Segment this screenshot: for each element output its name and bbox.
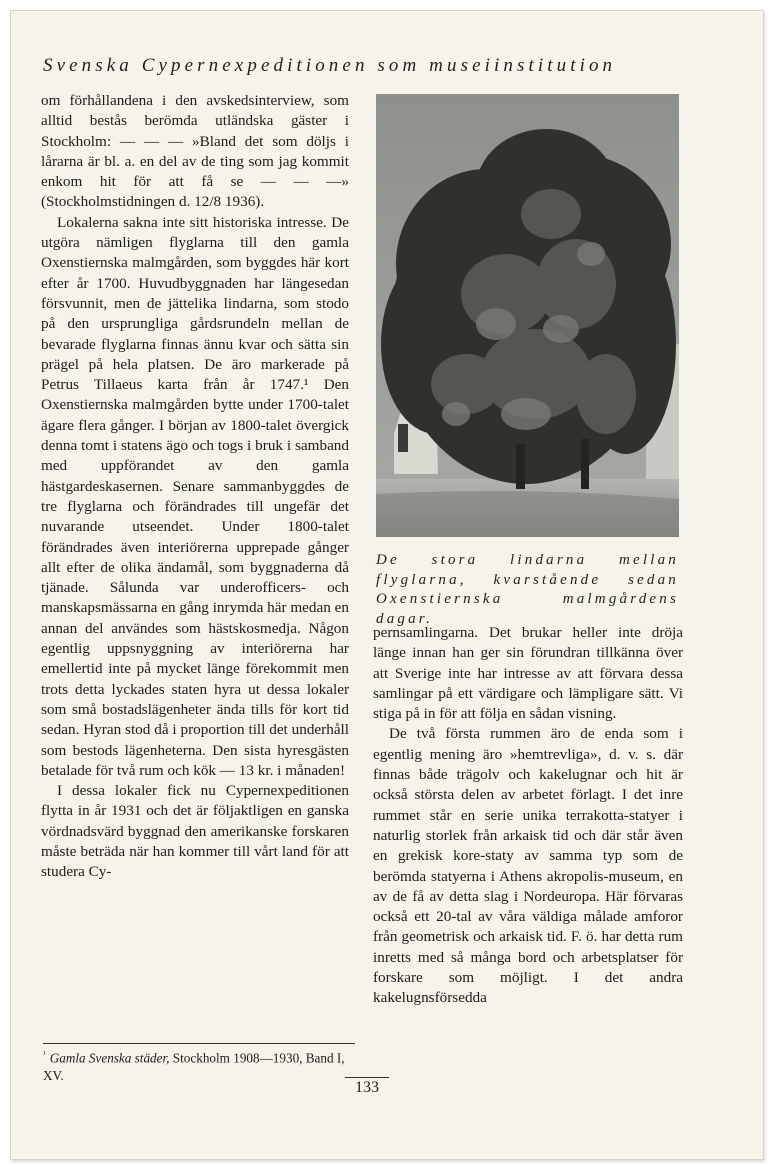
running-head: Svenska Cypernexpeditionen som museiinstitution xyxy=(43,55,617,76)
paragraph: De två första rummen äro de enda som i egentlig mening äro »hemtrevliga», d. v. s. där finnas både trägolv och kakelugnar och hit är också största delen av arbetet förlagt. I det inre rummet står en serie unika terrakotta-statyer i naturlig storlek från arkaisk tid och där står även en grekisk kore-staty av samma typ som de berömda statyerna i Athens akropolis-museum, en av de få av detta slag i Nordeuropa. Här förvaras också ett 20-tal av våra väldiga målade amforor från geometrisk och arkaisk tid. F. ö. har detta rum inretts med så många bord och arbetsplatser för forskare som möjligt. I det andra kakelugnsförsedda xyxy=(373,725,683,1007)
paragraph: om förhållandena i den avskedsinterview, som alltid bestås berömda utländska gäster i Stockholm: — — — »Bland det som döljs i lårarna är bl. a. en del av de ting som jag kommit enkom hit för att få se — — —» (Stockholmstidningen d. 12/8 1936). xyxy=(41,92,349,211)
footnote-text: Stockholm 1908—1930, Band I, XV. xyxy=(43,1050,345,1084)
paragraph: pernsamlingarna. Det brukar heller inte dröja länge innan han ger sin förundran tillkänna över att Sverige inte har intresse av att förvara dessa samlingar på ett värdigare och lämpligare sätt. Vi stiga på in för att följa en sådan visning. xyxy=(373,624,683,723)
figure-caption: De stora lindarna mellan flyglarna, kvarstående sedan Oxenstiernska malmgårdens dagar. xyxy=(376,552,679,627)
linden-trees-photo xyxy=(376,94,679,537)
left-column xyxy=(41,91,349,883)
paragraph: I dessa lokaler fick nu Cypernexpeditionen flytta in år 1931 och det är följaktligen en ganska vördnadsvärd byggnad den amerikanske forskaren måste beträda när han kommer till vårt land för att studera Cy- xyxy=(41,782,349,881)
page-number: 133 xyxy=(355,1079,379,1096)
footnote-mark: ¹ xyxy=(43,1049,46,1059)
page-number-rule xyxy=(345,1077,389,1078)
right-column xyxy=(373,623,683,1009)
paragraph: Lokalerna sakna inte sitt historiska intresse. De utgöra nämligen flyglarna till den gamla Oxenstiernska malmgården, som byggdes här kort efter år 1700. Huvudbyggnaden har längesedan försvunnit, men de jättelika lindarna, som stodo på den ursprungliga gårdsrundeln mellan de bevarade flyglarna finnas ännu kvar och sätta sin prägel på hela platsen. De äro markerade på Petrus Tillaeus karta från år 1747.¹ Den Oxenstiernska malmgården bytte under 1700-talet ägare flera gånger. I början av 1800-talet övergick denna tomt i statens ägo och togs i bruk i samband med uppförandet av den gamla hästgardeskasernen. Senare sammanbyggdes de tre flyglarna och förändrades till ungefär det nuvarande utseendet. Under 1800-talet förändrades även interiörerna upprepade gånger allt efter de olika ändamål, som byggnaderna då tjänade. Sålunda var underofficers- och manskapsmässarna en gång inrymda här medan en annan del användes som hästskosmedja. Någon egentlig uppsnyggning av interiörerna har emellertid inte på mycket länge förekommit men trots detta lyckades staten hyra ut dessa lokaler som små bostadslägenheter ända tills för kort tid sedan. Hyran stod då i proportion till det underhåll som bestods lägenheterna. Den sista hyresgästen betalade för två rum och kök — 13 kr. i månaden! xyxy=(41,213,349,779)
book-page xyxy=(10,10,764,1160)
footnote-rule xyxy=(43,1043,355,1044)
footnote-title: Gamla Svenska städer, xyxy=(49,1050,170,1066)
footnote xyxy=(43,1045,355,1085)
